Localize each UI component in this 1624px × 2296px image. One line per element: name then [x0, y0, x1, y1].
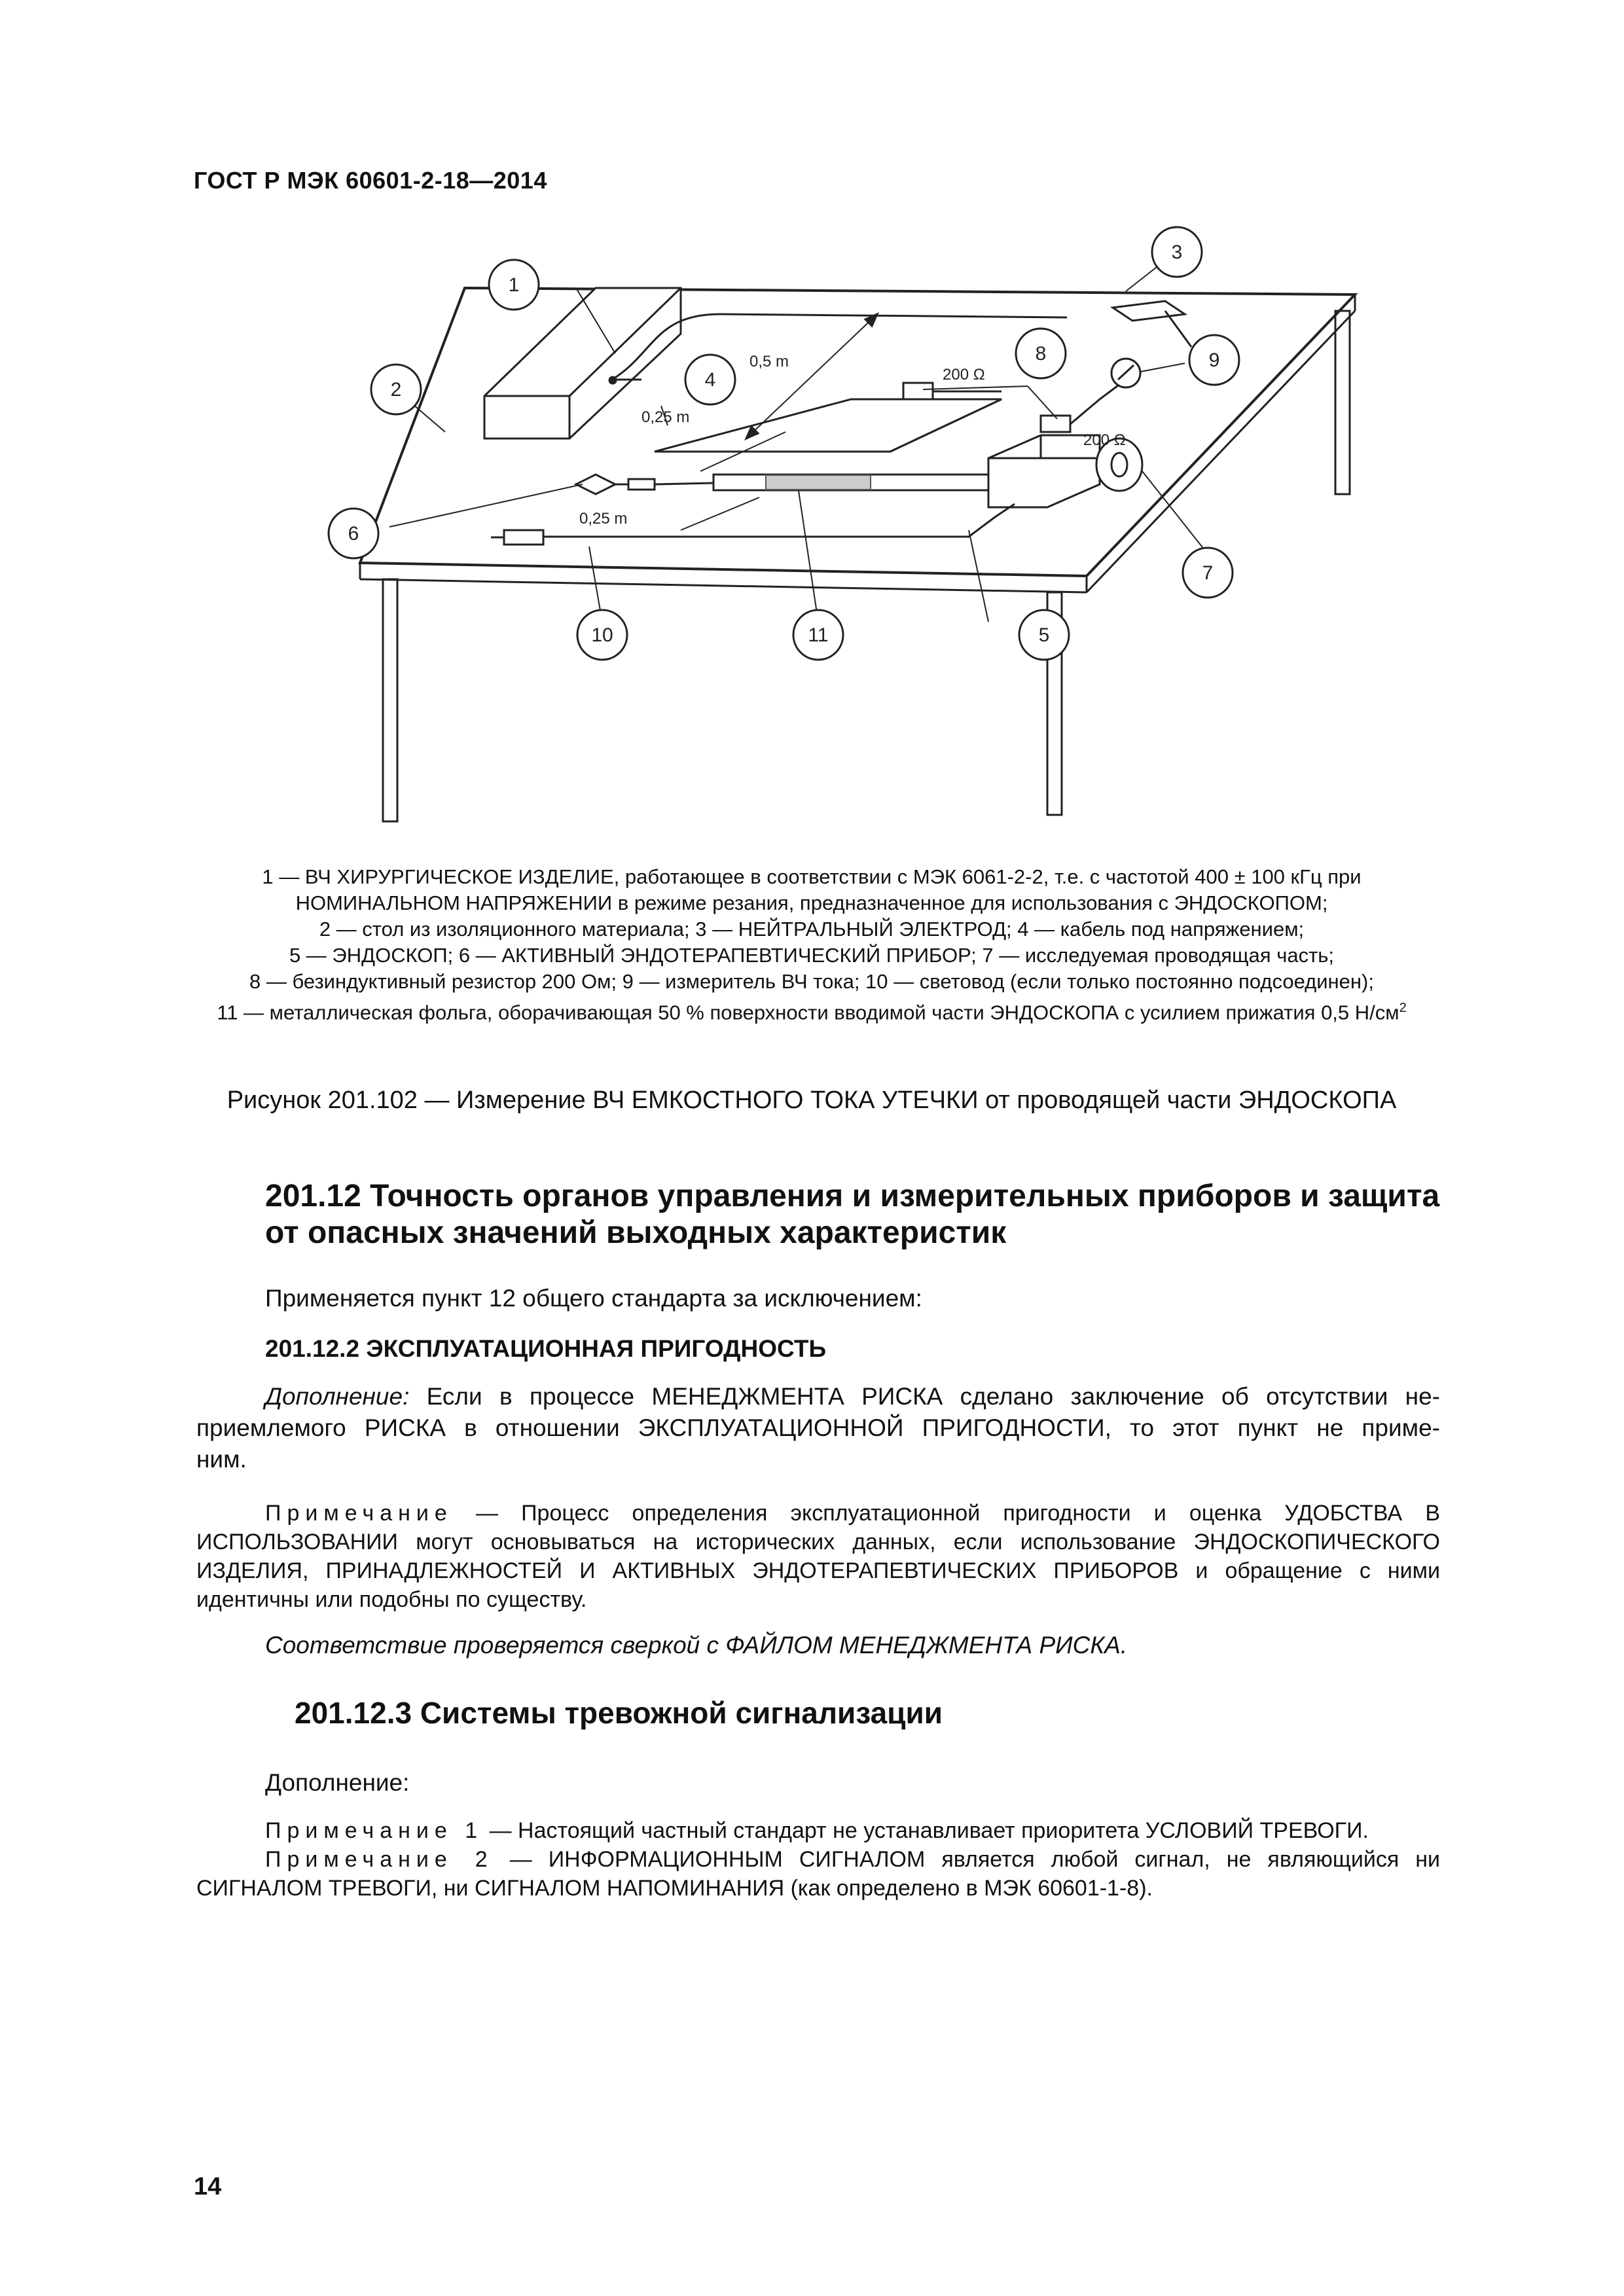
table-leg — [1335, 311, 1350, 494]
callout-10: 10 — [591, 624, 613, 646]
legend-line-1: 1 — ВЧ ХИРУРГИЧЕСКОЕ ИЗДЕЛИЕ, работающее в соответствии с МЭК 6061-2-2, т.е. с частотой 400 ± 100 кГц при — [262, 865, 1362, 888]
callout-8: 8 — [1035, 343, 1047, 365]
foil-plate — [655, 399, 1001, 452]
addition-label: Дополнение: — [265, 1383, 410, 1410]
callout-4: 4 — [704, 369, 716, 391]
resistor-b-label: 200 Ω — [1083, 431, 1126, 449]
note-2-line-2: СИГНАЛОМ ТРЕВОГИ, ни СИГНАЛОМ НАПОМИНАНИЯ (как определено в МЭК 60601-1-8). — [196, 1876, 1153, 1901]
subsection-heading-201-12-3: 201.12.3 Системы тревожной сигнализации — [295, 1696, 943, 1730]
note-label: Примечание — [265, 1501, 453, 1526]
note-2-label: Примечание 2 — [265, 1847, 494, 1872]
compliance-statement: Соответствие проверяется сверкой с ФАЙЛОМ МЕНЕДЖМЕНТА РИСКА. — [265, 1632, 1128, 1659]
note-line-3: ИЗДЕЛИЯ, ПРИНАДЛЕЖНОСТЕЙ И АКТИВНЫХ ЭНДОТЕРАПЕВТИЧЕСКИХ ПРИБОРОВ и обращение с ними — [196, 1558, 1440, 1583]
dimension-0-25m-a: 0,25 m — [641, 408, 690, 426]
neutral-electrode — [1113, 301, 1185, 321]
note-1-text: — Настоящий частный стандарт не устанавливает приоритета УСЛОВИЙ ТРЕВОГИ. — [483, 1818, 1369, 1843]
note-2-line-1 — [196, 1845, 1440, 1874]
section-heading — [265, 1178, 1502, 1251]
note-2-text: — ИНФОРМАЦИОННЫМ СИГНАЛОМ является любой сигнал, не являющийся ни — [493, 1847, 1441, 1872]
callout-3: 3 — [1171, 242, 1183, 263]
page-number: 14 — [194, 2173, 222, 2200]
legend-line-6-text: 11 — металлическая фольга, оборачивающая 50 % поверхности вводимой части ЭНДОСКОПА с усилием прижатия 0,5 Н/см — [217, 1001, 1399, 1024]
paragraph-line-1-text: Если в процессе МЕНЕДЖМЕНТА РИСКА сделано заключение об отсутствии не- — [426, 1383, 1441, 1410]
table-leg — [383, 579, 397, 821]
note-line-4: идентичны или подобны по существу. — [196, 1587, 587, 1612]
legend-line-5: 8 — безиндуктивный резистор 200 Ом; 9 — измеритель ВЧ тока; 10 — световод (если только постоянно подсоединен); — [249, 970, 1374, 993]
callout-5: 5 — [1038, 624, 1050, 646]
note-1 — [196, 1816, 1440, 1845]
resistor-b — [1041, 416, 1070, 432]
subsection-1-paragraph — [196, 1381, 1440, 1475]
section-heading-line-1: 201.12 Точность органов управления и измерительных приборов и защита — [265, 1179, 1440, 1213]
measurement-setup-figure — [314, 223, 1388, 864]
addition-label-2: Дополнение: — [265, 1769, 410, 1796]
section-intro: Применяется пункт 12 общего стандарта за исключением: — [265, 1285, 922, 1312]
section-heading-line-2: от опасных значений выходных характеристик — [265, 1215, 1007, 1250]
callout-6: 6 — [348, 523, 359, 545]
legend-line-3: 2 — стол из изоляционного материала; 3 — НЕЙТРАЛЬНЫЙ ЭЛЕКТРОД; 4 — кабель под напряжением; — [319, 918, 1305, 941]
metal-foil — [766, 475, 871, 490]
legend-line-6 — [196, 995, 1427, 1026]
dimension-0-25m-b: 0,25 m — [579, 510, 628, 528]
figure-title: Рисунок 201.102 — Измерение ВЧ ЕМКОСТНОГО ТОКА УТЕЧКИ от проводящей части ЭНДОСКОПА — [226, 1086, 1397, 1114]
paragraph-line-1 — [196, 1381, 1440, 1412]
paragraph-line-3: ним. — [196, 1446, 247, 1473]
callout-11: 11 — [808, 624, 829, 646]
callout-7: 7 — [1202, 562, 1214, 584]
resistor-a-label: 200 Ω — [943, 366, 985, 384]
legend-superscript: 2 — [1399, 1001, 1407, 1015]
paragraph-line-2: приемлемого РИСКА в отношении ЭКСПЛУАТАЦИОННОЙ ПРИГОДНОСТИ, то этот пункт не приме- — [196, 1414, 1440, 1441]
resistor-a — [903, 383, 933, 399]
legend-line-4: 5 — ЭНДОСКОП; 6 — АКТИВНЫЙ ЭНДОТЕРАПЕВТИЧЕСКИЙ ПРИБОР; 7 — исследуемая проводящая часть; — [289, 944, 1335, 967]
note-line-1-text: — Процесс определения эксплуатационной пригодности и оценка УДОБСТВА В — [452, 1501, 1440, 1526]
callout-2: 2 — [390, 379, 402, 401]
document-header: ГОСТ Р МЭК 60601-2-18—2014 — [194, 167, 547, 194]
active-device — [576, 475, 713, 494]
notes-block — [196, 1816, 1440, 1903]
legend-line-2: НОМИНАЛЬНОМ НАПРЯЖЕНИИ в режиме резания, предназначенное для использования с ЭНДОСКОПОМ; — [295, 891, 1328, 914]
dimension-0-5m: 0,5 m — [749, 353, 789, 370]
note-line-2: ИСПОЛЬЗОВАНИИ могут основываться на исторических данных, если использование ЭНДОСКОПИЧЕСКОГО — [196, 1530, 1440, 1554]
note-line-1 — [196, 1499, 1440, 1528]
callout-1: 1 — [508, 274, 520, 296]
callout-9: 9 — [1208, 350, 1220, 371]
subsection-heading-201-12-2: 201.12.2 ЭКСПЛУАТАЦИОННАЯ ПРИГОДНОСТЬ — [265, 1335, 827, 1362]
note-1-label: Примечание 1 — [265, 1818, 484, 1843]
note-block — [196, 1499, 1440, 1614]
